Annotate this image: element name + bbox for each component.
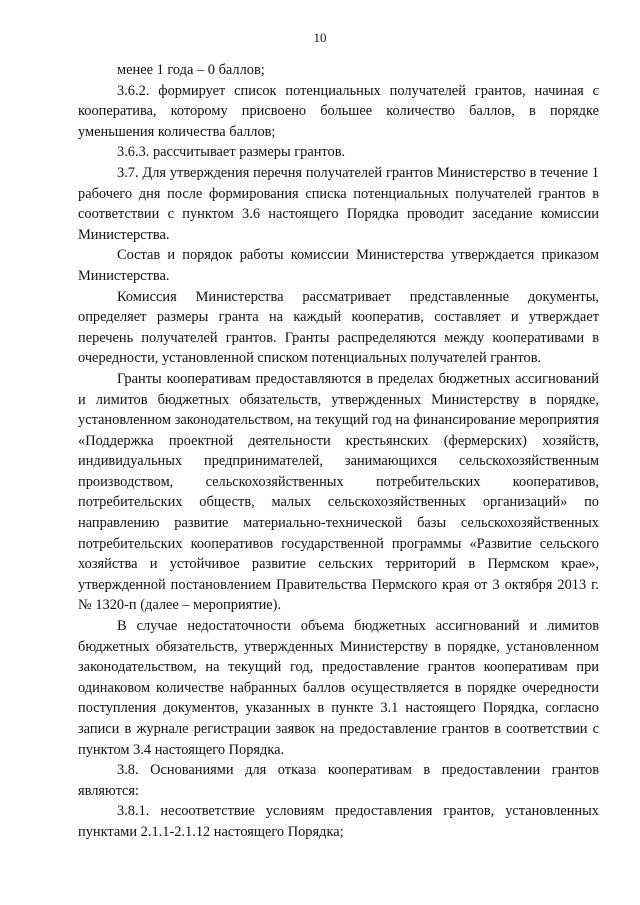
- paragraph-commission-duties: Комиссия Министерства рассматривает представленные документы, определяет размеры гранта на каждый кооператив, составляет и утверждает перечень получателей грантов. Гранты распределяются между кооперативами в очередности, установленной списком потенциальных получателей грантов.: [78, 288, 599, 367]
- paragraph-commission-composition: Состав и порядок работы комиссии Министерства утверждается приказом Министерства.: [78, 247, 599, 284]
- paragraph-grants-budget: Гранты кооперативам предоставляются в пределах бюджетных ассигнований и лимитов бюджетных обязательств, утвержденных Министерству в порядке, установленном законодательством, на текущий год на финансирование мероприятия «Поддержка проектной деятельности крестьянских (фермерских) хозяйств, индивидуальных предпринимателей, занимающихся сельскохозяйственным производством, сельскохозяйственных потребительских кооперативов, потребительских обществ, малых сельскохозяйственных организаций» по направлению развитие материально-технической базы сельскохозяйственных потребительских кооперативов государственной программы «Развитие сельского хозяйства и устойчивое развитие сельских территорий в Пермском крае», утвержденной постановлением Правительства Пермского края от 3 октября 2013 г. № 1320-п (далее – мероприятие).: [78, 370, 599, 614]
- paragraph-3-8: 3.8. Основаниями для отказа кооперативам в предоставлении грантов являются:: [78, 762, 599, 799]
- document-body: [78, 60, 599, 843]
- paragraph-points-less-than-year: менее 1 года – 0 баллов;: [117, 62, 265, 78]
- paragraph-3-7: 3.7. Для утверждения перечня получателей грантов Министерство в течение 1 рабочего дня после формирования списка потенциальных получателей грантов в соответствии с пунктом 3.6 настоящего Порядка проводит заседание комиссии Министерства.: [78, 164, 599, 243]
- paragraph-3-6-3: 3.6.3. рассчитывает размеры грантов.: [117, 144, 346, 161]
- paragraph-insufficient-funds: В случае недостаточности объема бюджетных ассигнований и лимитов бюджетных обязательств, утвержденных Министерству в порядке, установленном законодательством, на текущий год, предоставление грантов кооперативам при одинаковом количестве набранных баллов осуществляется в порядке очередности поступления документов, указанных в пункте 3.1 настоящего Порядка, согласно записи в журнале регистрации заявок на предоставление грантов в соответствии с пунктом 3.4 настоящего Порядка.: [78, 618, 599, 758]
- page-number: 10: [313, 30, 327, 45]
- paragraph-3-6-2: 3.6.2. формирует список потенциальных получателей грантов, начиная с кооператива, которому присвоено большее количество баллов, в порядке уменьшения количества баллов;: [78, 82, 599, 140]
- paragraph-3-8-1: 3.8.1. несоответствие условиям предоставления грантов, установленных пунктами 2.1.1-2.1.12 настоящего Порядка;: [78, 803, 599, 840]
